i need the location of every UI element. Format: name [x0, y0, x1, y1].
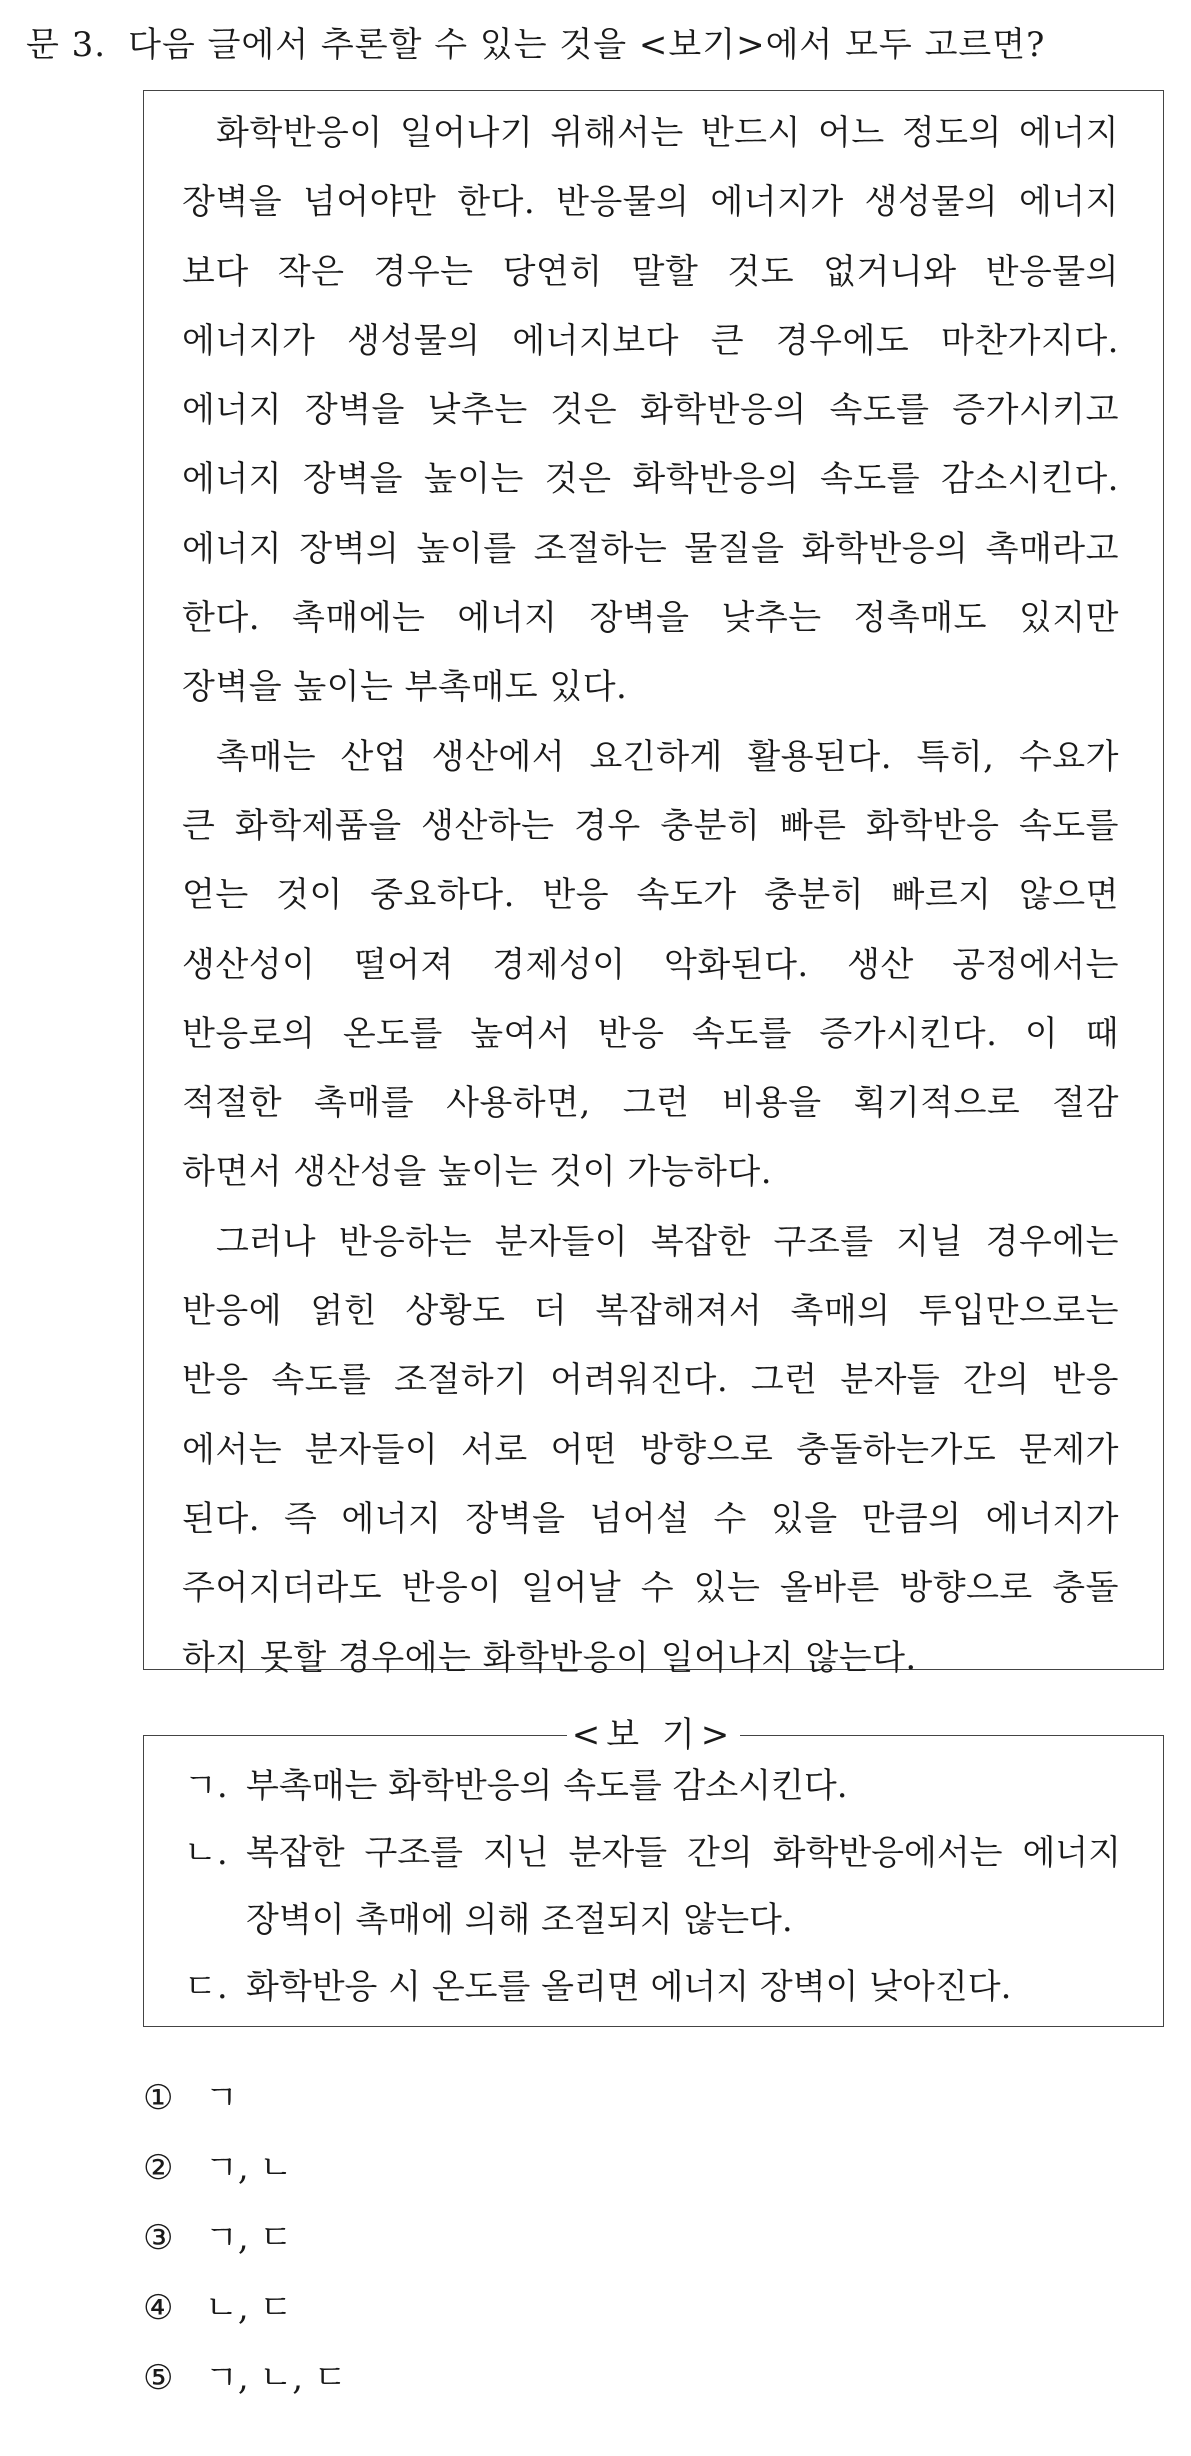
choice-number: ① — [143, 2078, 174, 2118]
passage-line: 에너지 장벽을 높이는 것은 화학반응의 속도를 감소시킨다. — [182, 459, 1119, 500]
passage-line: 된다. 즉 에너지 장벽을 넘어설 수 있을 만큼의 에너지가 — [182, 1498, 1119, 1539]
bogi-item-marker: ㄱ. — [184, 1766, 228, 1806]
passage-line: 장벽을 넘어야만 한다. 반응물의 에너지가 생성물의 에너지 — [182, 182, 1119, 223]
passage-line: 생산성이 떨어져 경제성이 악화된다. 생산 공정에서는 — [182, 944, 1119, 985]
choice-text: ㄱ, ㄴ — [205, 2148, 293, 2188]
bogi-item — [184, 1753, 1121, 1820]
passage-line: 큰 화학제품을 생산하는 경우 충분히 빠른 화학반응 속도를 — [182, 805, 1119, 846]
passage-text — [182, 99, 1119, 1693]
bogi-item-text: 복잡한 구조를 지닌 분자들 간의 화학반응에서는 에너지 — [246, 1833, 1121, 1873]
passage-line: 한다. 촉매에는 에너지 장벽을 낮추는 정촉매도 있지만 — [182, 598, 1119, 639]
passage-line: 에너지 장벽을 낮추는 것은 화학반응의 속도를 증가시키고 — [182, 390, 1119, 431]
bogi-box — [143, 1735, 1164, 2027]
passage-line: 보다 작은 경우는 당연히 말할 것도 없거니와 반응물의 — [182, 251, 1119, 292]
choice-number: ② — [143, 2148, 174, 2188]
choice-number: ③ — [143, 2218, 174, 2258]
passage-line: 하면서 생산성을 높이는 것이 가능하다. — [182, 1152, 773, 1193]
passage-line: 주어지더라도 반응이 일어날 수 있는 올바른 방향으로 충돌 — [182, 1568, 1119, 1609]
bogi-item-text: 장벽이 촉매에 의해 조절되지 않는다. — [246, 1900, 793, 1940]
passage-line: 화학반응이 일어나기 위해서는 반드시 어느 정도의 에너지 — [216, 113, 1119, 153]
passage-line: 적절한 촉매를 사용하면, 그런 비용을 획기적으로 절감 — [182, 1083, 1119, 1124]
passage-line: 촉매는 산업 생산에서 요긴하게 활용된다. 특히, 수요가 — [216, 736, 1119, 777]
choice-number: ⑤ — [143, 2358, 174, 2398]
answer-choices — [143, 2063, 347, 2413]
answer-choice-3[interactable] — [143, 2203, 347, 2273]
passage-line: 그러나 반응하는 분자들이 복잡한 구조를 지닐 경우에는 — [216, 1221, 1119, 1262]
passage-line: 에너지 장벽의 높이를 조절하는 물질을 화학반응의 촉매라고 — [182, 528, 1119, 569]
passage-line: 장벽을 높이는 부촉매도 있다. — [182, 667, 628, 708]
bogi-item-continuation — [184, 1887, 1121, 1954]
bogi-items — [184, 1753, 1121, 2021]
choice-text: ㄱ — [205, 2078, 238, 2118]
passage-line: 에너지가 생성물의 에너지보다 큰 경우에도 마찬가지다. — [182, 320, 1119, 361]
question-text: 다음 글에서 추론할 수 있는 것을 <보기>에서 모두 고르면? — [128, 25, 1046, 65]
passage-line: 얻는 것이 중요하다. 반응 속도가 충분히 빠르지 않으면 — [182, 875, 1119, 916]
answer-choice-5[interactable] — [143, 2343, 347, 2413]
bogi-item-marker: ㄴ. — [184, 1833, 228, 1873]
passage-box — [143, 90, 1164, 1678]
passage-line: 반응에 얽힌 상황도 더 복잡해져서 촉매의 투입만으로는 — [182, 1291, 1119, 1332]
passage-line: 하지 못할 경우에는 화학반응이 일어나지 않는다. — [182, 1637, 917, 1678]
passage-line: 반응로의 온도를 높여서 반응 속도를 증가시킨다. 이 때 — [182, 1013, 1119, 1054]
question-number: 문 3. — [26, 25, 107, 65]
choice-number: ④ — [143, 2288, 174, 2328]
bogi-item-text: 화학반응 시 온도를 올리면 에너지 장벽이 낮아진다. — [246, 1967, 1012, 2007]
passage-line: 에서는 분자들이 서로 어떤 방향으로 충돌하는가도 문제가 — [182, 1429, 1119, 1470]
answer-choice-2[interactable] — [143, 2133, 347, 2203]
answer-choice-1[interactable] — [143, 2063, 347, 2133]
question-stem — [26, 14, 1045, 76]
bogi-item-marker: ㄷ. — [184, 1967, 228, 2007]
bogi-item-text: 부촉매는 화학반응의 속도를 감소시킨다. — [246, 1766, 848, 1806]
choice-text: ㄱ, ㄴ, ㄷ — [205, 2358, 347, 2398]
choice-text: ㄴ, ㄷ — [205, 2288, 293, 2328]
passage-line: 반응 속도를 조절하기 어려워진다. 그런 분자들 간의 반응 — [182, 1360, 1119, 1401]
choice-text: ㄱ, ㄷ — [205, 2218, 293, 2258]
bogi-item — [184, 1820, 1121, 1887]
bogi-title: <보 기> — [571, 1715, 736, 1755]
answer-choice-4[interactable] — [143, 2273, 347, 2343]
bogi-item — [184, 1954, 1121, 2021]
